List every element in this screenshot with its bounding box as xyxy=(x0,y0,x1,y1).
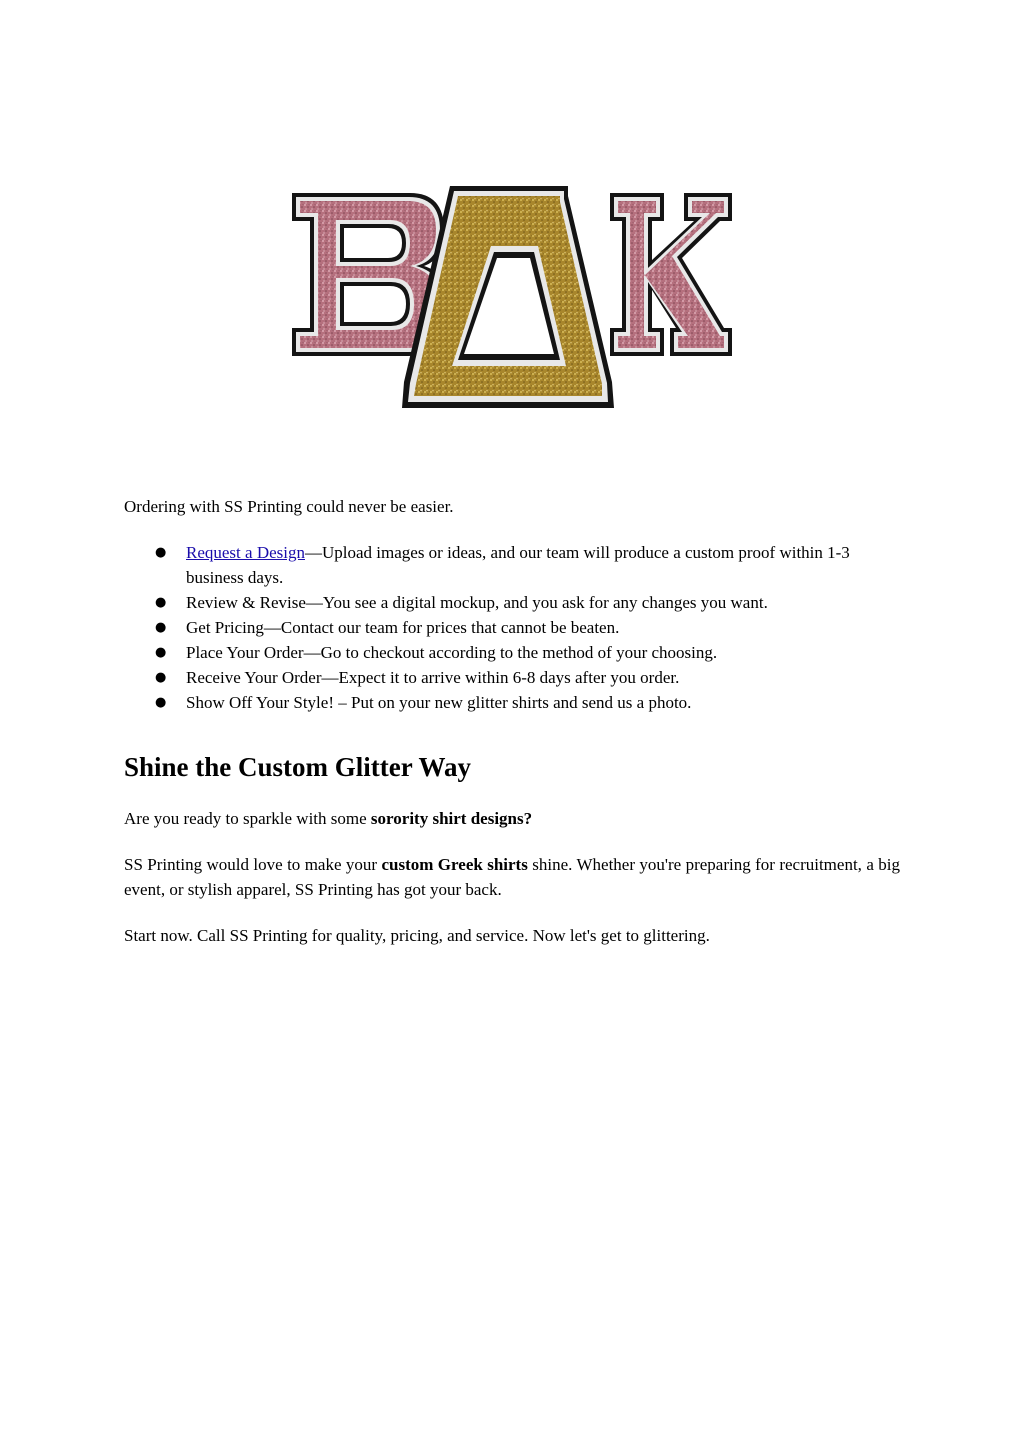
paragraph-text: SS Printing would love to make your xyxy=(124,855,382,874)
intro-text: Ordering with SS Printing could never be easier. xyxy=(124,497,454,516)
list-item xyxy=(124,640,900,665)
kappa-letter xyxy=(610,193,732,356)
ordering-steps-list xyxy=(124,540,900,715)
call-to-action-paragraph: Start now. Call SS Printing for quality, pricing, and service. Now let's get to glittering. xyxy=(124,926,710,945)
step-text: Receive Your Order—Expect it to arrive within 6-8 days after you order. xyxy=(186,668,680,687)
list-item xyxy=(124,540,900,590)
bullet-icon: ● xyxy=(155,595,167,610)
step-text: —Upload images or ideas, and our team will produce a custom proof within 1-3 business days. xyxy=(186,543,850,587)
custom-shirts-paragraph xyxy=(124,852,900,902)
bullet-icon: ● xyxy=(155,695,167,710)
list-item xyxy=(124,590,900,615)
list-item xyxy=(124,690,900,715)
bullet-icon: ● xyxy=(155,620,167,635)
request-design-link[interactable]: Request a Design xyxy=(186,543,305,562)
greek-letters-logo xyxy=(292,186,732,412)
section-heading: Shine the Custom Glitter Way xyxy=(124,752,472,782)
step-text: Get Pricing—Contact our team for prices that cannot be beaten. xyxy=(186,618,620,637)
step-text: Place Your Order—Go to checkout according to the method of your choosing. xyxy=(186,643,718,662)
bullet-icon: ● xyxy=(155,545,167,560)
bullet-icon: ● xyxy=(155,670,167,685)
step-text: Show Off Your Style! – Put on your new glitter shirts and send us a photo. xyxy=(186,693,692,712)
step-text: Review & Revise—You see a digital mockup, and you ask for any changes you want. xyxy=(186,593,768,612)
paragraph-text: shine. Whether you're preparing for recruitment, a big event, or stylish apparel, SS Printing has got your back. xyxy=(124,855,900,899)
paragraph-text: Are you ready to sparkle with some xyxy=(124,809,371,828)
bold-text: custom Greek shirts xyxy=(381,855,528,874)
list-item xyxy=(124,665,900,690)
bullet-icon: ● xyxy=(155,645,167,660)
main-content xyxy=(124,494,900,969)
sparkle-paragraph xyxy=(124,806,900,831)
list-item xyxy=(124,615,900,640)
bold-text: sorority shirt designs? xyxy=(370,809,533,828)
